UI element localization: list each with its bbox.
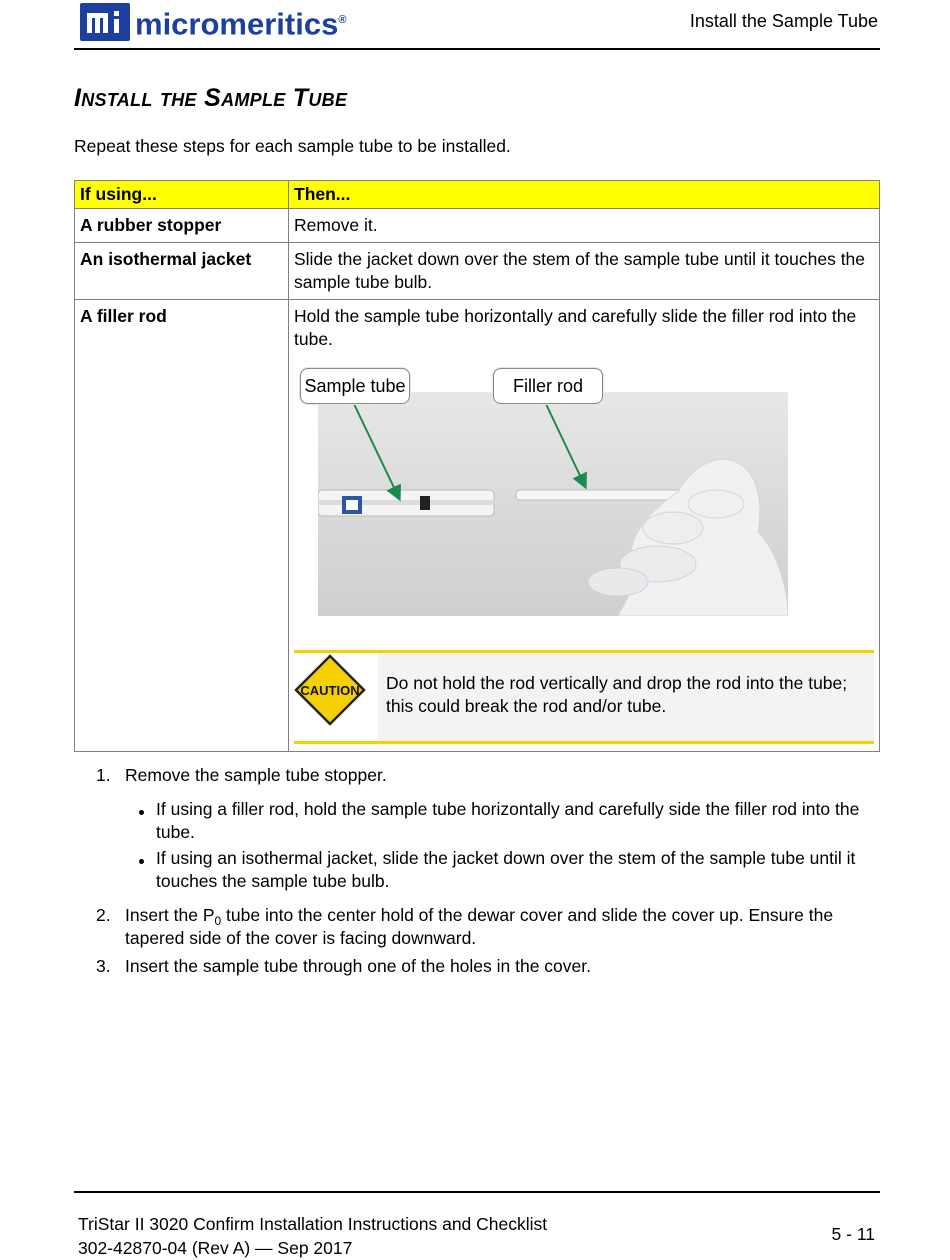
caution-box bbox=[294, 650, 874, 744]
micromeritics-logo-icon bbox=[80, 3, 130, 41]
table-row bbox=[75, 209, 880, 243]
table-cell-action: Remove it. bbox=[289, 209, 880, 243]
table-header-condition: If using... bbox=[75, 181, 289, 209]
intro-text: Repeat these steps for each sample tube to be installed. bbox=[74, 136, 511, 156]
step-number: 2. bbox=[96, 904, 111, 925]
table-cell-condition: A filler rod bbox=[75, 300, 289, 752]
footer-document-info bbox=[78, 1212, 547, 1260]
company-logo bbox=[80, 2, 346, 42]
table-row bbox=[75, 243, 880, 300]
step-text: Insert the $P_0$ tube into the center hold of the dewar cover and slide the cover up. Ensure the tapered side of the cover is facing downward. bbox=[125, 904, 834, 948]
caution-text: Do not hold the rod vertically and drop the rod into the tube; this could break the rod and/or tube. bbox=[386, 673, 848, 716]
if-then-table bbox=[74, 180, 880, 752]
table-header-action: Then... bbox=[289, 181, 880, 209]
footer-doc-number: 302-42870-04 (Rev A) — Sep 2017 bbox=[78, 1238, 353, 1258]
svg-text:CAUTION: CAUTION bbox=[300, 683, 360, 698]
logo-wordmark: micromeritics® bbox=[135, 6, 347, 42]
sample-tube-callout: Sample tube bbox=[300, 368, 410, 404]
callout-arrows bbox=[294, 368, 874, 628]
step-item bbox=[96, 955, 886, 979]
running-header-title: Install the Sample Tube bbox=[689, 11, 878, 31]
step-item bbox=[96, 764, 886, 894]
bullet-item: If using an isothermal jacket, slide the jacket down over the stem of the sample tube until it touches the sample tube bulb. bbox=[125, 847, 886, 894]
step-item bbox=[96, 904, 886, 951]
table-cell-condition: An isothermal jacket bbox=[75, 243, 289, 300]
step-text: Remove the sample tube stopper. bbox=[125, 765, 387, 785]
footer-rule bbox=[74, 1191, 880, 1193]
section-title: Install the Sample Tube bbox=[74, 84, 348, 112]
step-text: Insert the sample tube through one of the holes in the cover. bbox=[125, 955, 591, 976]
table-header-row bbox=[75, 181, 880, 209]
step-bullets bbox=[125, 798, 886, 894]
table-cell-action: Slide the jacket down over the stem of the sample tube until it touches the sample tube bulb. bbox=[289, 243, 880, 300]
step-number: 3. bbox=[96, 955, 111, 976]
caution-sign-icon bbox=[294, 654, 366, 732]
filler-rod-callout: Filler rod bbox=[493, 368, 603, 404]
numbered-steps bbox=[96, 764, 886, 982]
footer-doc-title: TriStar II 3020 Confirm Installation Instructions and Checklist bbox=[78, 1214, 548, 1234]
table-cell-action bbox=[289, 300, 880, 752]
table-row bbox=[75, 300, 880, 752]
bullet-item: If using a filler rod, hold the sample tube horizontally and carefully side the filler rod into the tube. bbox=[125, 798, 886, 845]
filler-rod-instruction: Hold the sample tube horizontally and carefully slide the filler rod into the tube. bbox=[294, 306, 857, 349]
table-cell-condition: A rubber stopper bbox=[75, 209, 289, 243]
header-rule bbox=[74, 48, 880, 50]
filler-rod-figure bbox=[294, 368, 874, 628]
step-number: 1. bbox=[96, 765, 111, 785]
page-number: 5 - 11 bbox=[831, 1224, 875, 1244]
